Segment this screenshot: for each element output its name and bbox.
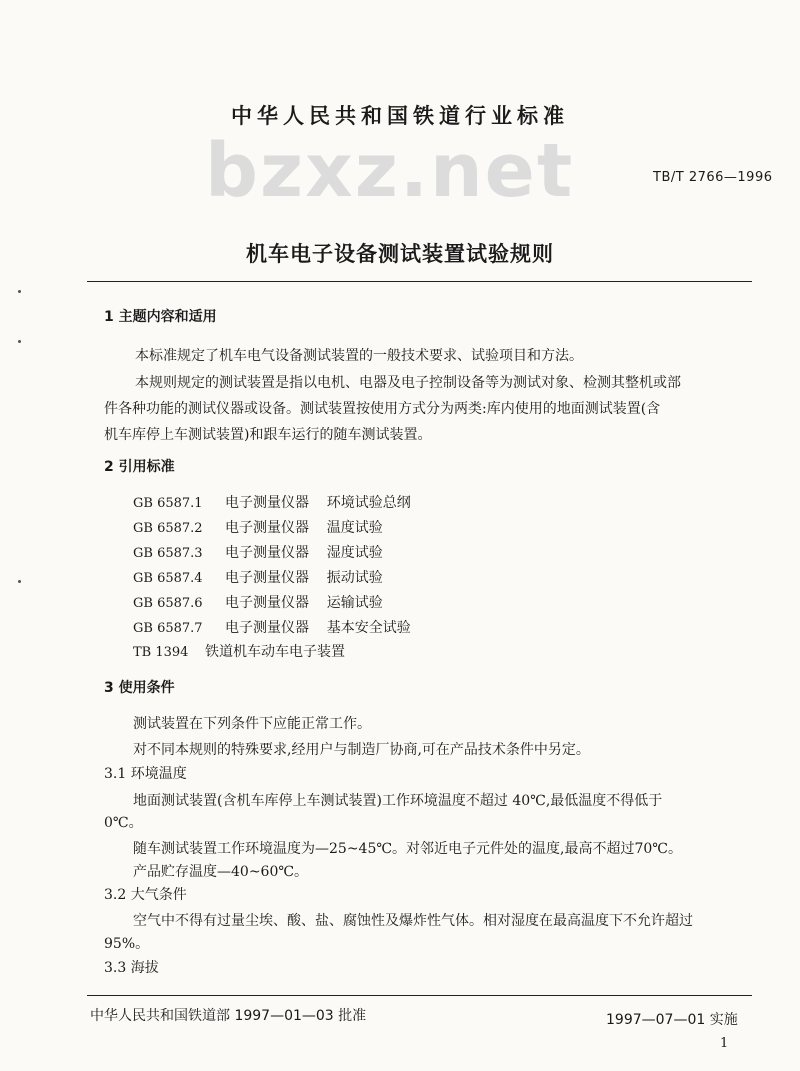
- reference-row: [133, 567, 383, 587]
- section-3-paragraph-1: 测试装置在下列条件下应能正常工作。: [133, 716, 371, 732]
- reference-title: 电子测量仪器 环境试验总纲: [225, 495, 411, 511]
- reference-row: [133, 517, 383, 537]
- section-3-3-heading: 3.3 海拔: [104, 960, 159, 976]
- reference-title: 电子测量仪器 振动试验: [225, 570, 383, 586]
- reference-title: 电子测量仪器 基本安全试验: [225, 620, 411, 636]
- section-1-paragraph-2-line-3: 机车库停上车测试装置)和跟车运行的随车测试装置。: [104, 427, 432, 443]
- standard-code: TB/T 2766—1996: [653, 170, 773, 185]
- scan-mark: [18, 340, 21, 343]
- reference-row: [133, 592, 383, 612]
- reference-code: GB 6587.4: [133, 571, 203, 586]
- section-3-1-line-1: 地面测试装置(含机车库停上车测试装置)工作环境温度不超过 40℃,最低温度不得低于: [133, 793, 663, 809]
- scan-mark: [18, 580, 21, 583]
- reference-row: [133, 492, 411, 512]
- reference-code: TB 1394: [133, 645, 189, 660]
- section-3-1-heading: 3.1 环境温度: [104, 766, 187, 782]
- reference-title: 铁道机车动车电子装置: [205, 644, 345, 660]
- section-1-paragraph-1: 本标准规定了机车电气设备测试装置的一般技术要求、试验项目和方法。: [135, 348, 583, 364]
- section-3-1-line-3: 随车测试装置工作环境温度为—25~45℃。对邻近电子元件处的温度,最高不超过70℃。: [133, 841, 682, 857]
- section-1-heading: 1 主题内容和适用: [104, 309, 217, 325]
- section-3-paragraph-2: 对不同本规则的特殊要求,经用户与制造厂协商,可在产品技术条件中另定。: [133, 742, 590, 758]
- section-3-1-line-4: 产品贮存温度—40~60℃。: [133, 864, 309, 880]
- reference-code: GB 6587.7: [133, 621, 203, 636]
- watermark: bzxz.net: [205, 128, 575, 214]
- section-1-paragraph-2-line-1: 本规则规定的测试装置是指以电机、电器及电子控制设备等为测试对象、检测其整机或部: [135, 375, 681, 391]
- document-title: 机车电子设备测试装置试验规则: [246, 242, 554, 266]
- section-3-2-line-1: 空气中不得有过量尘埃、酸、盐、腐蚀性及爆炸性气体。相对湿度在最高温度下不允许超过: [133, 913, 693, 929]
- title-rule: [87, 281, 752, 282]
- approval-line: 中华人民共和国铁道部 1997—01—03 批准: [90, 1008, 367, 1024]
- section-3-2-heading: 3.2 大气条件: [104, 887, 187, 903]
- reference-code: GB 6587.1: [133, 496, 203, 511]
- issuing-body-title: 中华人民共和国铁道行业标准: [231, 104, 569, 128]
- reference-row: [133, 542, 383, 562]
- section-3-heading: 3 使用条件: [104, 680, 175, 696]
- reference-title: 电子测量仪器 运输试验: [225, 595, 383, 611]
- footer-rule: [87, 995, 752, 996]
- reference-title: 电子测量仪器 温度试验: [225, 520, 383, 536]
- page-number: 1: [720, 1036, 729, 1051]
- effective-date: 1997—07—01 实施: [606, 1012, 738, 1028]
- section-1-paragraph-2-line-2: 件各种功能的测试仪器或设备。测试装置按使用方式分为两类:库内使用的地面测试装置(含: [104, 401, 661, 417]
- reference-code: GB 6587.6: [133, 596, 203, 611]
- section-2-heading: 2 引用标准: [104, 459, 175, 475]
- reference-row: [133, 641, 345, 661]
- scan-mark: [18, 290, 21, 293]
- reference-code: GB 6587.3: [133, 546, 203, 561]
- section-3-2-line-2: 95%。: [104, 936, 150, 952]
- reference-title: 电子测量仪器 湿度试验: [225, 545, 383, 561]
- section-3-1-line-2: 0℃。: [104, 815, 143, 831]
- reference-row: [133, 617, 411, 637]
- reference-code: GB 6587.2: [133, 521, 203, 536]
